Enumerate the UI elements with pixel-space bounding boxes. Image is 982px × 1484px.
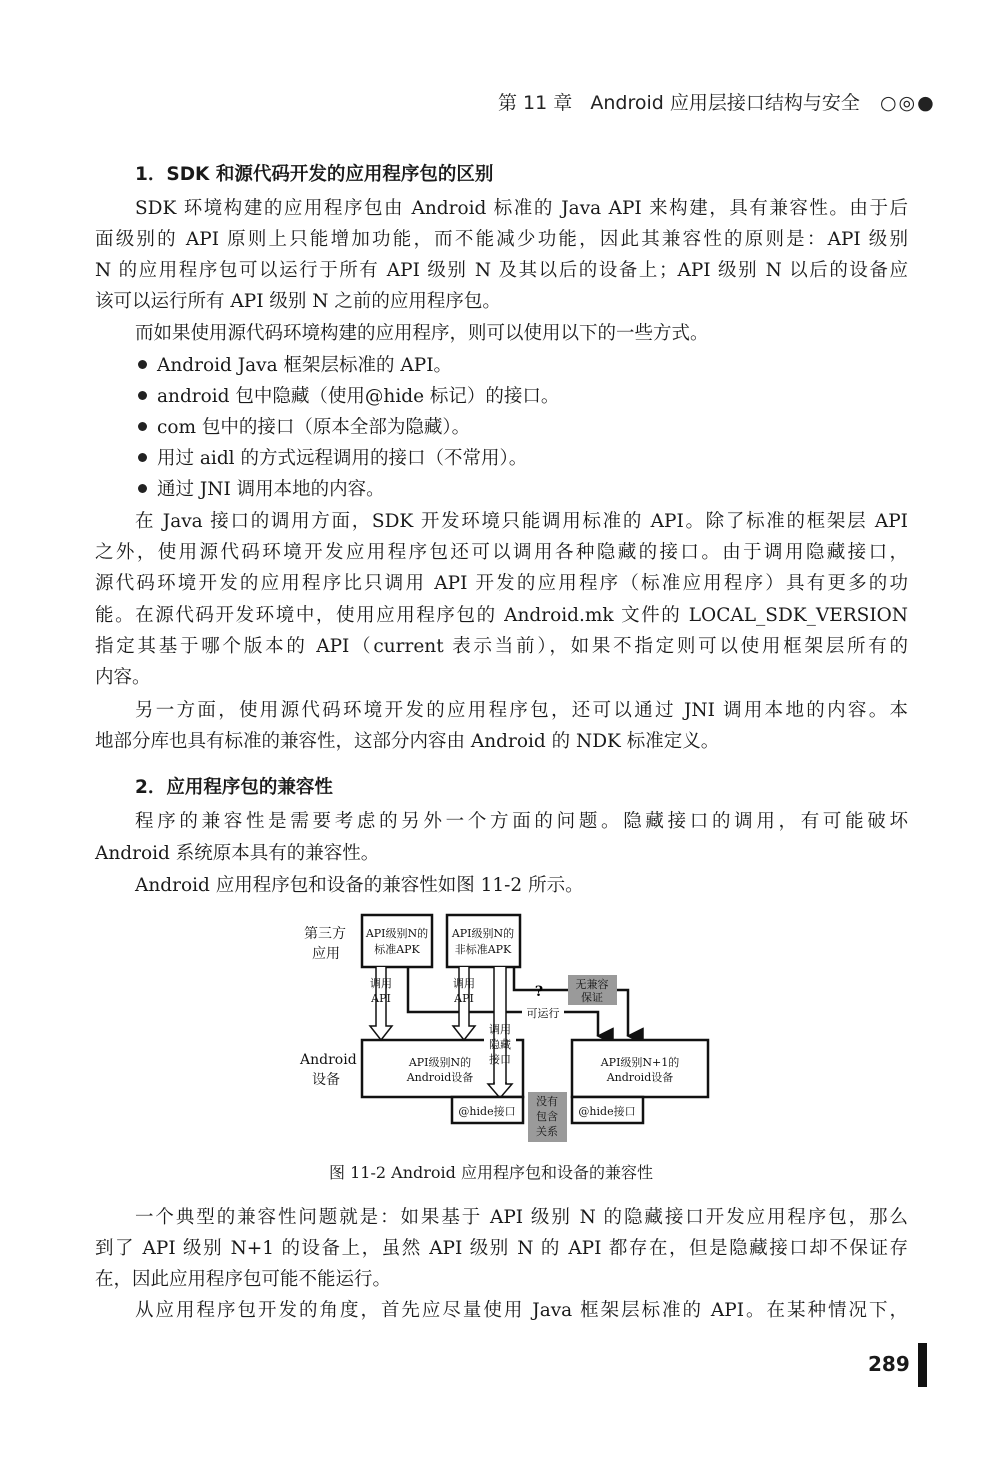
text-line: 能。在源代码开发环境中，使用应用程序包的 Android.mk 文件的 LOCAL_SDK_VERSION [95,605,908,626]
bullet-text: 通过 JNI 调用本地的内容。 [157,479,385,500]
call-api-label: API [454,992,474,1005]
text-line: Android 应用程序包和设备的兼容性如图 11-2 所示。 [135,875,584,896]
no-inclusion-text: 关系 [536,1125,558,1138]
box-text: 标准APK [374,943,420,956]
text-line: 地部分库也具有标准的兼容性，这部分内容由 Android 的 NDK 标准定义。 [95,731,720,752]
call-hidden-label: 隐藏 [489,1038,511,1051]
text-line: 从应用程序包开发的角度，首先应尽量使用 Java 框架层标准的 API。在某种情况下， [135,1300,908,1321]
call-hidden-label: 接口 [489,1053,511,1066]
text-line: 源代码环境开发的应用程序比只调用 API 开发的应用程序（标准应用程序）具有更多的功 [95,573,908,594]
box-text: 非标准APK [454,943,512,956]
text-line: N 的应用程序包可以运行于所有 API 级别 N 及其以后的设备上；API 级别 N 以后的设备应 [95,260,908,281]
section-heading-2: 2．应用程序包的兼容性 [135,777,333,798]
text-line: 在 Java 接口的调用方面，SDK 开发环境只能调用标准的 API。除了标准的框架层 API [135,511,908,532]
no-inclusion-text: 没有 [536,1095,558,1108]
nonstandard-apk-box [447,915,520,967]
text-line: 内容。 [95,667,151,688]
device-label: Android [300,1052,357,1068]
bullet-text: 用过 aidl 的方式远程调用的接口（不常用）。 [157,448,528,469]
call-api-label: 调用 [370,977,392,990]
no-inclusion-text: 包含 [536,1110,558,1123]
chapter-title: Android 应用层接口结构与安全 [590,92,860,114]
hide-label: @hide接口 [578,1105,636,1118]
box-text: API级别N的 [451,927,515,940]
call-api-label: API [371,992,391,1005]
text-line: 该可以运行所有 API 级别 N 之前的应用程序包。 [95,291,501,312]
text-line: 而如果使用源代码环境构建的应用程序，则可以使用以下的一些方式。 [135,323,709,344]
bullet-text: android 包中隐藏（使用@hide 标记）的接口。 [157,386,560,407]
figure-caption: 图 11-2 Android 应用程序包和设备的兼容性 [329,1163,653,1182]
bullet-text: Android Java 框架层标准的 API。 [157,355,453,376]
third-party-label: 应用 [312,946,340,962]
section-heading-1: 1．SDK 和源代码开发的应用程序包的区别 [135,164,494,185]
no-compat-text: 无兼容 [575,978,609,991]
call-hidden-label: 调用 [489,1023,511,1036]
device-text: Android设备 [606,1071,674,1084]
text-line: Android 系统原本具有的兼容性。 [95,843,380,864]
device-text: API级别N的 [408,1056,472,1069]
device-text: API级别N+1的 [600,1056,680,1069]
page-edge-marker [918,1343,927,1387]
text-line: 指定其基于哪个版本的 API（current 表示当前），如果不指定则可以使用框架层所有的 [95,636,908,657]
box-text: API级别N的 [365,927,429,940]
text-line: 另一方面，使用源代码环境开发的应用程序包，还可以通过 JNI 调用本地的内容。本 [135,700,908,721]
text-line: 到了 API 级别 N+1 的设备上，虽然 API 级别 N 的 API 都存在，但是隐藏接口却不保证存 [95,1238,908,1259]
standard-apk-box [362,915,432,967]
no-compat-text: 保证 [581,991,603,1004]
text-line: SDK 环境构建的应用程序包由 Android 标准的 Java API 来构建，具有兼容性。由于后 [135,198,908,219]
device-label: 设备 [312,1072,340,1088]
text-line: 面级别的 API 原则上只能增加功能，而不能减少功能，因此其兼容性的原则是：API 级别 [95,229,908,250]
page-number: 289 [868,1352,910,1376]
call-api-label: 调用 [453,977,475,990]
text-line: 在，因此应用程序包可能不能运行。 [95,1269,392,1290]
text-line: 一个典型的兼容性问题就是：如果基于 API 级别 N 的隐藏接口开发应用程序包，那么 [135,1207,908,1228]
header-marks: ○◎● [879,92,936,114]
hide-label: @hide接口 [458,1105,516,1118]
third-party-label: 第三方 [304,926,346,942]
question-mark: ? [534,984,544,1000]
bullet-text: com 包中的接口（原本全部为隐藏）。 [157,417,471,438]
device-text: Android设备 [406,1071,474,1084]
text-line: 之外，使用源代码环境开发应用程序包还可以调用各种隐藏的接口。由于调用隐藏接口， [95,542,908,563]
chapter-number: 第 11 章 [498,92,573,114]
runnable-label: 可运行 [526,1007,560,1020]
text-line: 程序的兼容性是需要考虑的另外一个方面的问题。隐藏接口的调用，有可能破坏 [135,811,908,832]
